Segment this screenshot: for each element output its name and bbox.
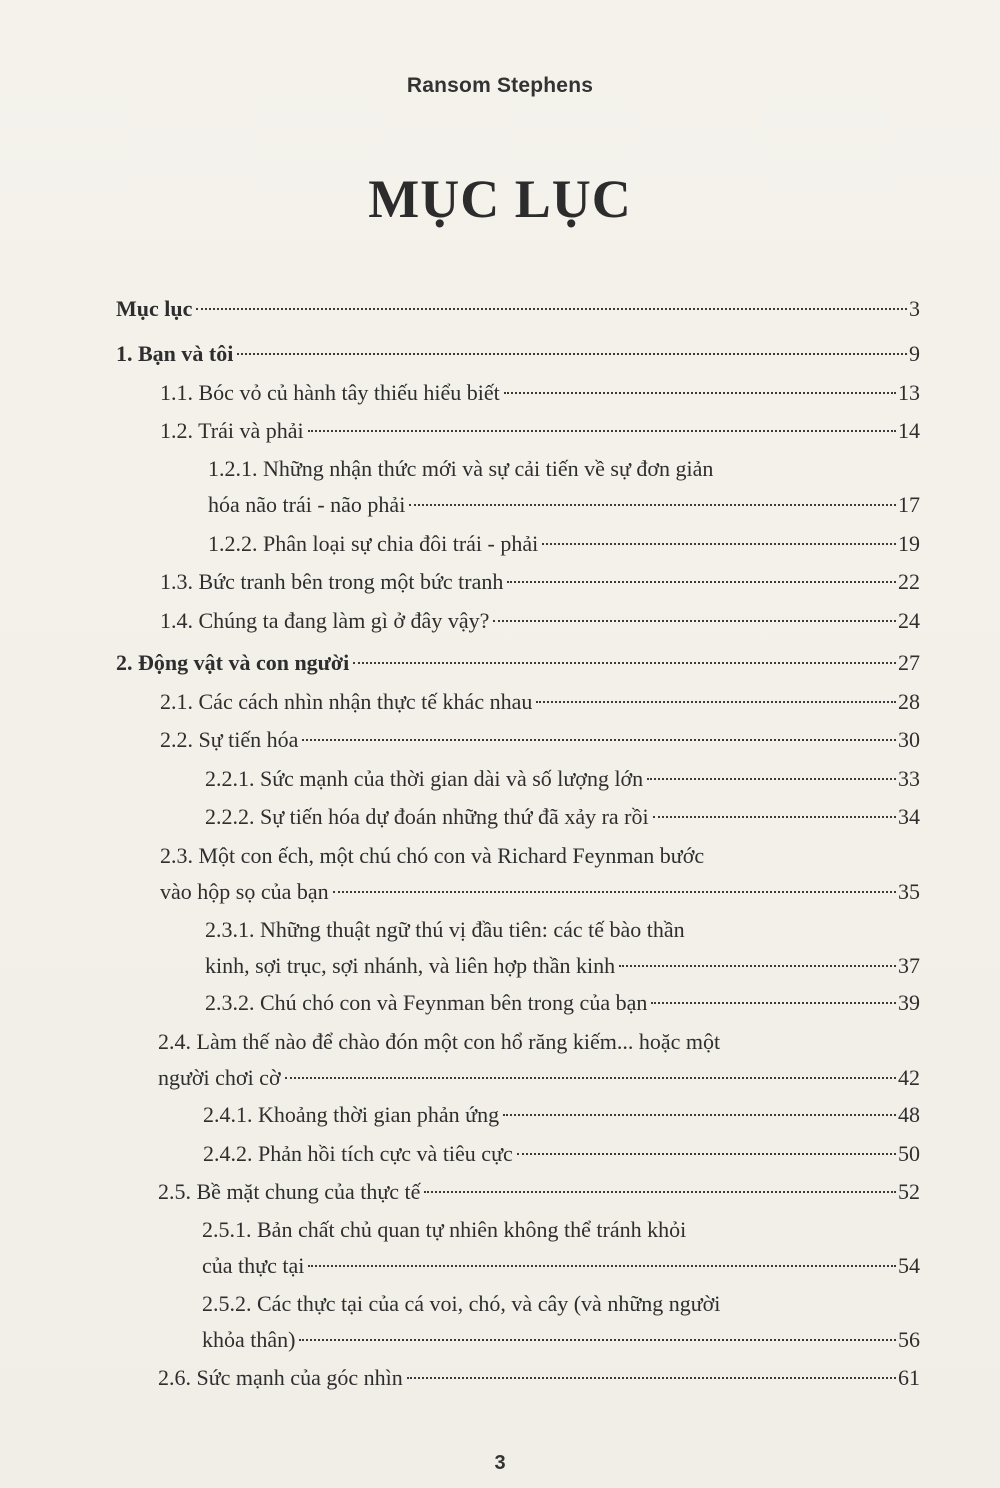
leader-dots [504, 392, 896, 394]
toc-entry-title: 2.1. Các cách nhìn nhận thực tế khác nhau [160, 689, 533, 714]
toc-entry-page: 33 [898, 766, 920, 791]
toc-entry-title-line1: 2.3.1. Những thuật ngữ thú vị đầu tiên: các tế bào thần [205, 917, 685, 942]
toc-entry-page: 50 [898, 1141, 920, 1166]
toc-entry[interactable] [208, 451, 920, 523]
leader-dots [619, 965, 896, 967]
toc-entry[interactable] [160, 722, 920, 758]
leader-dots [299, 1339, 896, 1341]
toc-entry-title-line1: 2.5.1. Bản chất chủ quan tự nhiên không thể tránh khỏi [202, 1217, 687, 1242]
leader-dots [651, 1002, 896, 1004]
toc-entry-page: 14 [898, 418, 920, 443]
toc-entry[interactable] [205, 985, 920, 1021]
leader-dots [285, 1077, 896, 1079]
toc-entry[interactable] [202, 1286, 920, 1358]
toc-entry-title: khỏa thân) [202, 1327, 296, 1352]
toc-entry-page: 27 [898, 650, 920, 675]
toc-entry[interactable] [203, 1136, 920, 1172]
leader-dots [196, 308, 907, 310]
toc-entry-title: vào hộp sọ của bạn [160, 879, 329, 904]
toc-entry[interactable] [160, 603, 920, 639]
toc-entry[interactable] [205, 799, 920, 835]
toc-entry[interactable] [160, 413, 920, 449]
toc-entry-title: 1.3. Bức tranh bên trong một bức tranh [160, 569, 504, 594]
leader-dots [517, 1153, 896, 1155]
toc-entry-page: 37 [898, 953, 920, 978]
toc-entry-title-line1: 2.4. Làm thế nào để chào đón một con hổ răng kiếm... hoặc một [158, 1029, 721, 1054]
toc-entry-title: 2.6. Sức mạnh của góc nhìn [158, 1365, 403, 1390]
leader-dots [407, 1377, 896, 1379]
toc-entry-title: 2.2.1. Sức mạnh của thời gian dài và số lượng lớn [205, 766, 644, 791]
toc-entry[interactable] [158, 1174, 920, 1210]
toc-entry-page: 19 [898, 531, 920, 556]
toc-entry-title: 2.4.1. Khoảng thời gian phản ứng [203, 1102, 500, 1127]
toc-entry-title: 2.5. Bề mặt chung của thực tế [158, 1179, 421, 1204]
toc-entry-page: 52 [898, 1179, 920, 1204]
leader-dots [536, 701, 896, 703]
toc-entry[interactable] [160, 564, 920, 600]
toc-entry[interactable] [202, 1212, 920, 1284]
toc-entry-title: 1.1. Bóc vỏ củ hành tây thiếu hiểu biết [160, 380, 500, 405]
leader-dots [503, 1114, 896, 1116]
toc-entry-page: 13 [898, 380, 920, 405]
toc-entry-page: 24 [898, 608, 920, 633]
toc-entry-page: 17 [898, 492, 920, 517]
toc-entry[interactable] [205, 912, 920, 984]
toc-entry[interactable] [160, 375, 920, 411]
leader-dots [302, 739, 896, 741]
leader-dots [507, 581, 896, 583]
toc-entry[interactable] [203, 1097, 920, 1133]
toc-entry-title: hóa não trái - não phải [208, 492, 406, 517]
toc-entry[interactable] [205, 761, 920, 797]
running-head-author: Ransom Stephens [406, 74, 594, 97]
toc-entry[interactable] [160, 684, 920, 720]
leader-dots [237, 353, 907, 355]
toc-entry-page: 56 [898, 1327, 920, 1352]
toc-entry-title: 2.2. Sự tiến hóa [160, 727, 299, 752]
toc-entry-title: 1.2.2. Phân loại sự chia đôi trái - phải [208, 531, 539, 556]
toc-entry[interactable] [158, 1360, 920, 1396]
toc-entry-title: 1. Bạn và tôi [116, 341, 234, 366]
leader-dots [647, 778, 896, 780]
leader-dots [409, 504, 896, 506]
toc-entry-title: Mục lục [116, 296, 193, 321]
toc-entry-page: 28 [898, 689, 920, 714]
toc-entry-title-line1: 2.5.2. Các thực tại của cá voi, chó, và cây (và những người [202, 1291, 721, 1316]
leader-dots [542, 543, 896, 545]
toc-entry-title-line1: 2.3. Một con ếch, một chú chó con và Richard Feynman bước [160, 843, 705, 868]
toc-entry[interactable] [158, 1024, 920, 1096]
toc-entry-page: 39 [898, 990, 920, 1015]
toc-entry-title: 1.2. Trái và phải [160, 418, 304, 443]
leader-dots [333, 891, 896, 893]
toc-entry[interactable] [116, 336, 920, 372]
toc-entry[interactable] [160, 838, 920, 910]
toc-entry-page: 22 [898, 569, 920, 594]
toc-entry-title: 2.4.2. Phản hồi tích cực và tiêu cực [203, 1141, 513, 1166]
page-title: MỤC LỤC [368, 169, 632, 229]
leader-dots [424, 1191, 896, 1193]
toc-entry[interactable] [116, 645, 920, 681]
leader-dots [653, 816, 896, 818]
toc-entry-title: 2.3.2. Chú chó con và Feynman bên trong của bạn [205, 990, 648, 1015]
toc-entry-title: của thực tại [202, 1253, 305, 1278]
leader-dots [308, 430, 896, 432]
toc-entry-page: 9 [909, 341, 920, 366]
toc-entry-page: 48 [898, 1102, 920, 1127]
toc-entry-title: người chơi cờ [158, 1065, 281, 1090]
leader-dots [353, 662, 896, 664]
toc-entry-title: 2.2.2. Sự tiến hóa dự đoán những thứ đã xảy ra rồi [205, 804, 649, 829]
toc-entry[interactable] [116, 291, 920, 327]
toc-entry-title: kinh, sợi trục, sợi nhánh, và liên hợp thần kinh [205, 953, 616, 978]
toc-entry-page: 35 [898, 879, 920, 904]
toc-entry-page: 42 [898, 1065, 920, 1090]
toc-entry-page: 61 [898, 1365, 920, 1390]
toc-entry-page: 54 [898, 1253, 920, 1278]
toc-entry-page: 34 [898, 804, 920, 829]
toc-entry-title: 2. Động vật và con người [116, 650, 350, 675]
leader-dots [493, 620, 896, 622]
toc-entry-page: 3 [909, 296, 920, 321]
toc-entry-title: 1.4. Chúng ta đang làm gì ở đây vậy? [160, 608, 490, 633]
page-number: 3 [494, 1452, 506, 1474]
toc-entry-page: 30 [898, 727, 920, 752]
toc-entry-title-line1: 1.2.1. Những nhận thức mới và sự cải tiến về sự đơn giản [208, 456, 714, 481]
leader-dots [308, 1265, 896, 1267]
toc-entry[interactable] [208, 526, 920, 562]
